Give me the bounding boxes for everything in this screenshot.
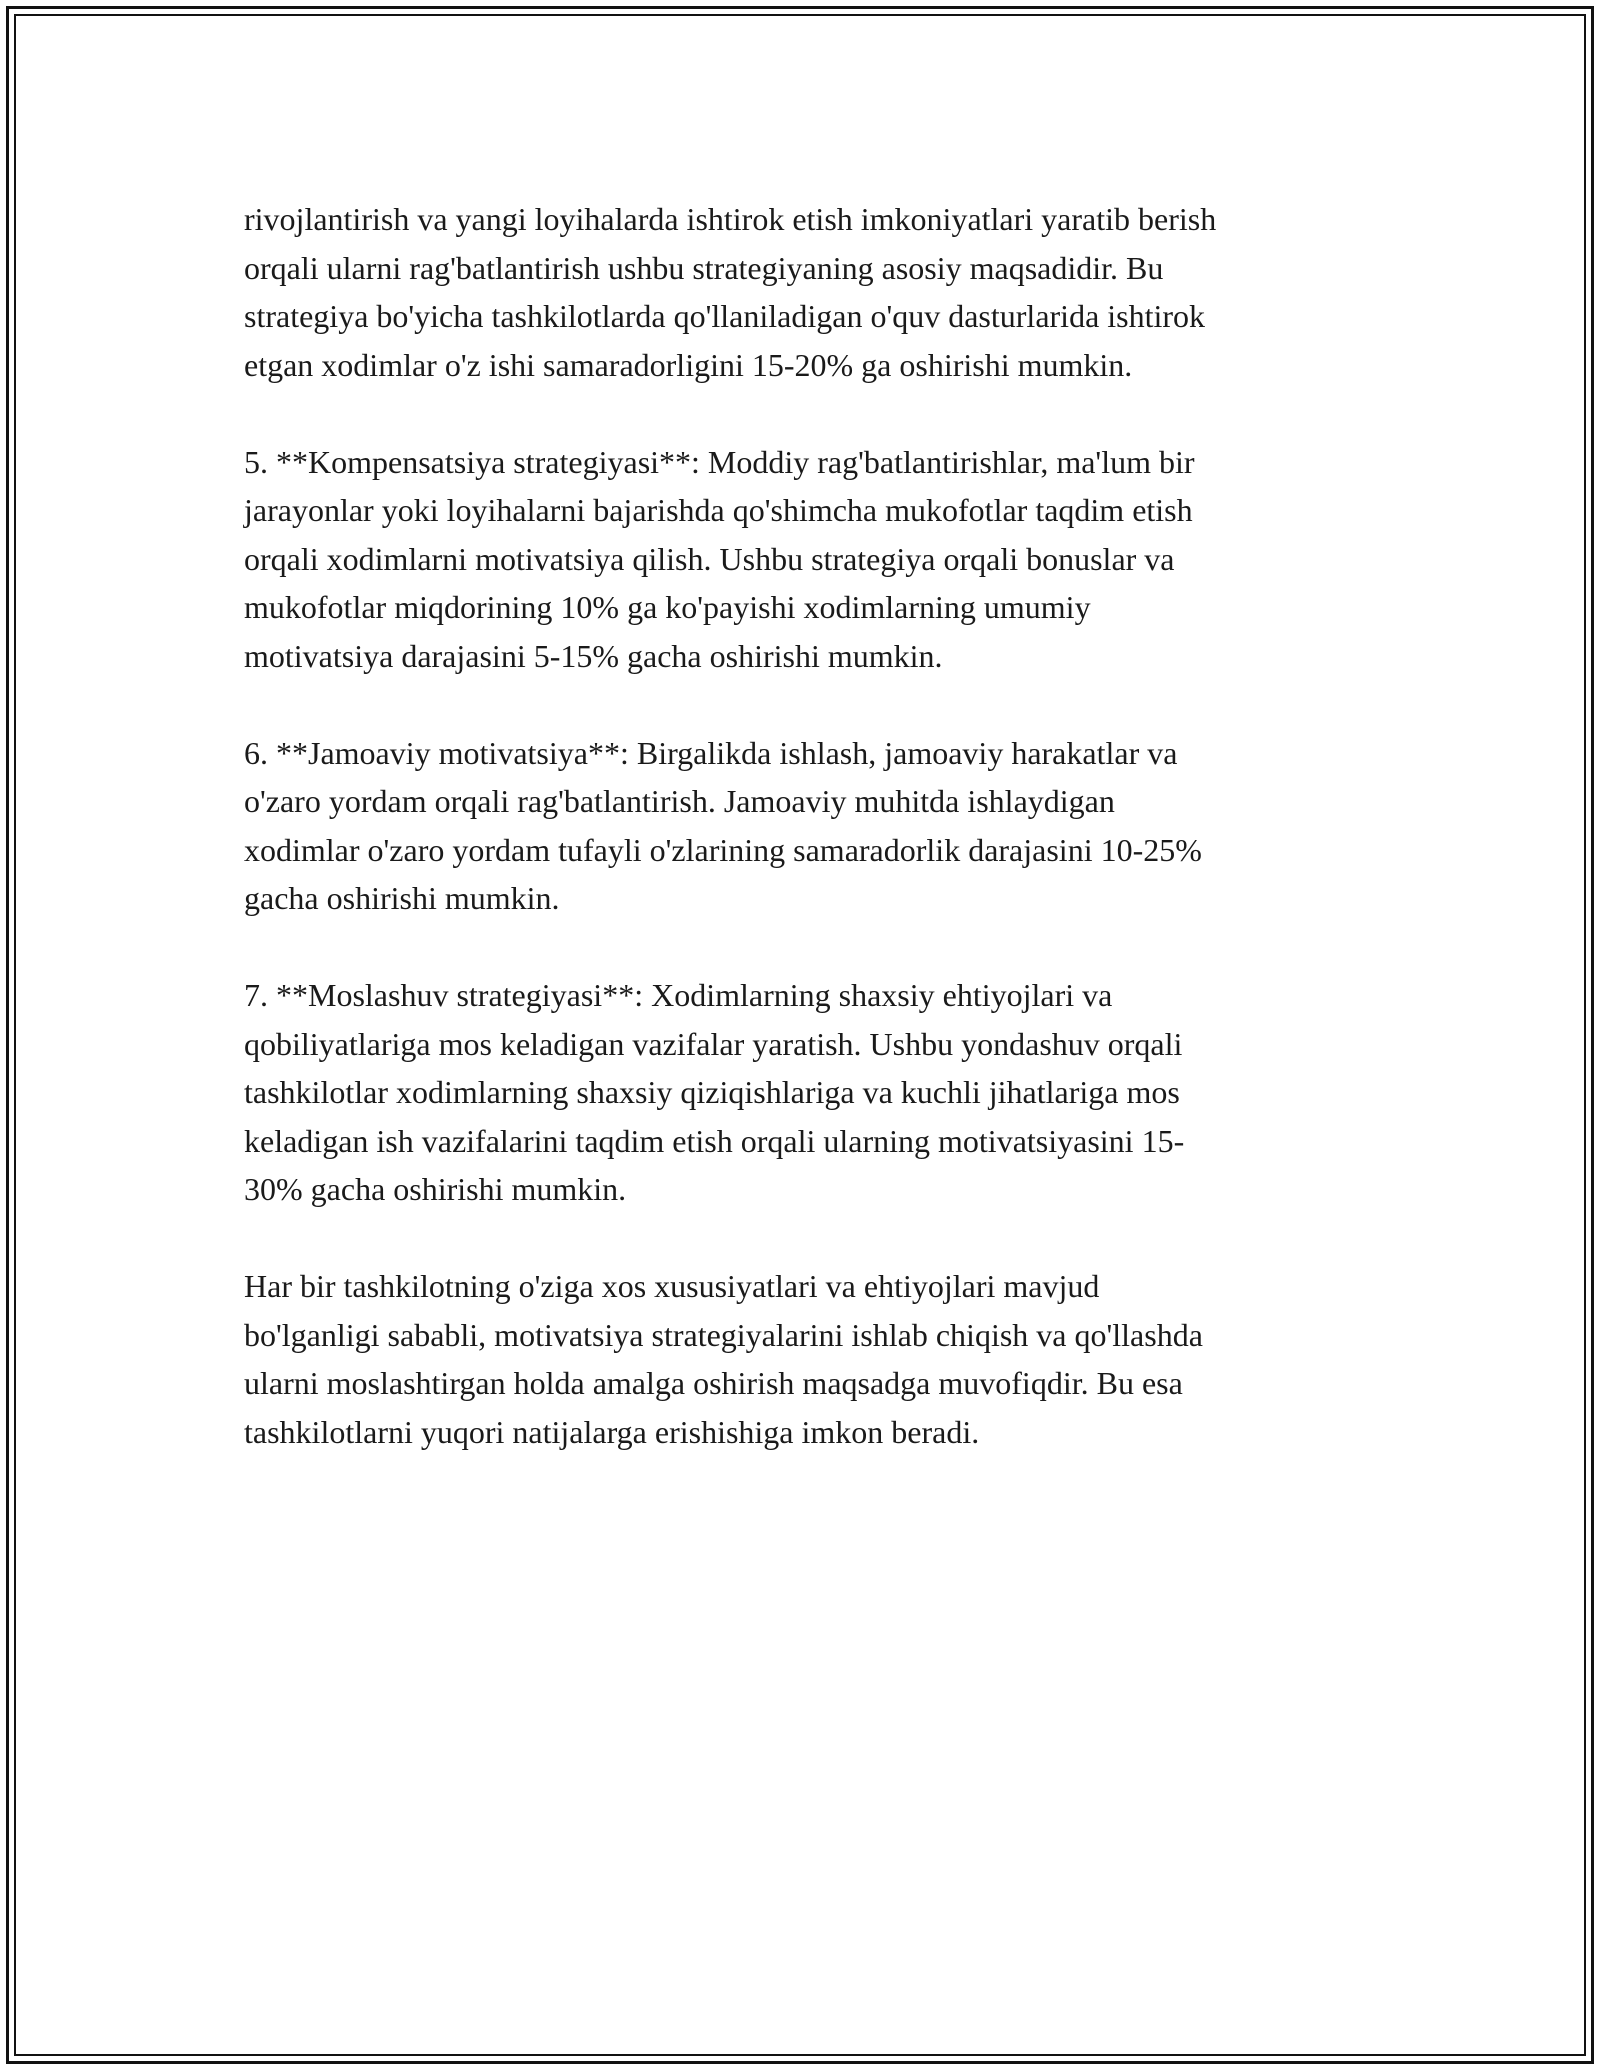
paragraph-team-motivation	[244, 729, 1374, 923]
text-line: etgan xodimlar o'z ishi samaradorligini 15-20% ga oshirishi mumkin.	[244, 346, 1133, 383]
text-line: motivatsiya darajasini 5-15% gacha oshirishi mumkin.	[244, 637, 943, 674]
text-line: o'zaro yordam orqali rag'batlantirish. Jamoaviy muhitda ishlaydigan	[244, 783, 1115, 819]
paragraph-training-continuation	[244, 195, 1374, 389]
text-line: bo'lganligi sababli, motivatsiya strategiyalarini ishlab chiqish va qo'llashda	[244, 1316, 1203, 1353]
text-line: mukofotlar miqdorining 10% ga ko'payishi xodimlarning umumiy	[244, 589, 1091, 625]
text-line: gacha oshirishi mumkin.	[244, 880, 560, 916]
text-line: tashkilotlar xodimlarning shaxsiy qiziqishlariga va kuchli jihatlariga mos	[244, 1074, 1180, 1110]
text-line: xodimlar o'zaro yordam tufayli o'zlarining samaradorlik darajasini 10-25%	[244, 831, 1202, 868]
text-line: 30% gacha oshirishi mumkin.	[244, 1171, 627, 1207]
text-line: jarayonlar yoki loyihalarni bajarishda qo'shimcha mukofotlar taqdim etish	[244, 492, 1193, 528]
text-line: tashkilotlarni yuqori natijalarga erishishiga imkon beradi.	[244, 1413, 980, 1450]
text-line: 5. **Kompensatsiya strategiyasi**: Moddiy rag'batlantirishlar, ma'lum bir	[244, 443, 1195, 480]
text-line: orqali xodimlarni motivatsiya qilish. Ushbu strategiya orqali bonuslar va	[244, 540, 1175, 577]
text-line: rivojlantirish va yangi loyihalarda ishtirok etish imkoniyatlari yaratib berish	[244, 201, 1217, 237]
text-line: qobiliyatlariga mos keladigan vazifalar yaratish. Ushbu yondashuv orqali	[244, 1025, 1183, 1062]
text-line: Har bir tashkilotning o'ziga xos xususiyatlari va ehtiyojlari mavjud	[244, 1268, 1100, 1304]
text-line: strategiya bo'yicha tashkilotlarda qo'llaniladigan o'quv dasturlarida ishtirok	[244, 298, 1206, 334]
text-line: orqali ularni rag'batlantirish ushbu strategiyaning asosiy maqsadidir. Bu	[244, 249, 1164, 286]
text-line: 7. **Moslashuv strategiyasi**: Xodimlarning shaxsiy ehtiyojlari va	[244, 977, 1113, 1013]
text-line: ularni moslashtirgan holda amalga oshirish maqsadga muvofiqdir. Bu esa	[244, 1365, 1183, 1401]
text-line: keladigan ish vazifalarini taqdim etish orqali ularning motivatsiyasini 15-	[244, 1122, 1185, 1159]
text-line: 6. **Jamoaviy motivatsiya**: Birgalikda ishlash, jamoaviy harakatlar va	[244, 734, 1178, 771]
paragraph-conclusion	[244, 1262, 1374, 1456]
paragraph-compensation-strategy	[244, 438, 1374, 681]
document-body	[244, 195, 1374, 1505]
paragraph-adaptation-strategy	[244, 971, 1374, 1214]
page-border	[6, 6, 1594, 2064]
